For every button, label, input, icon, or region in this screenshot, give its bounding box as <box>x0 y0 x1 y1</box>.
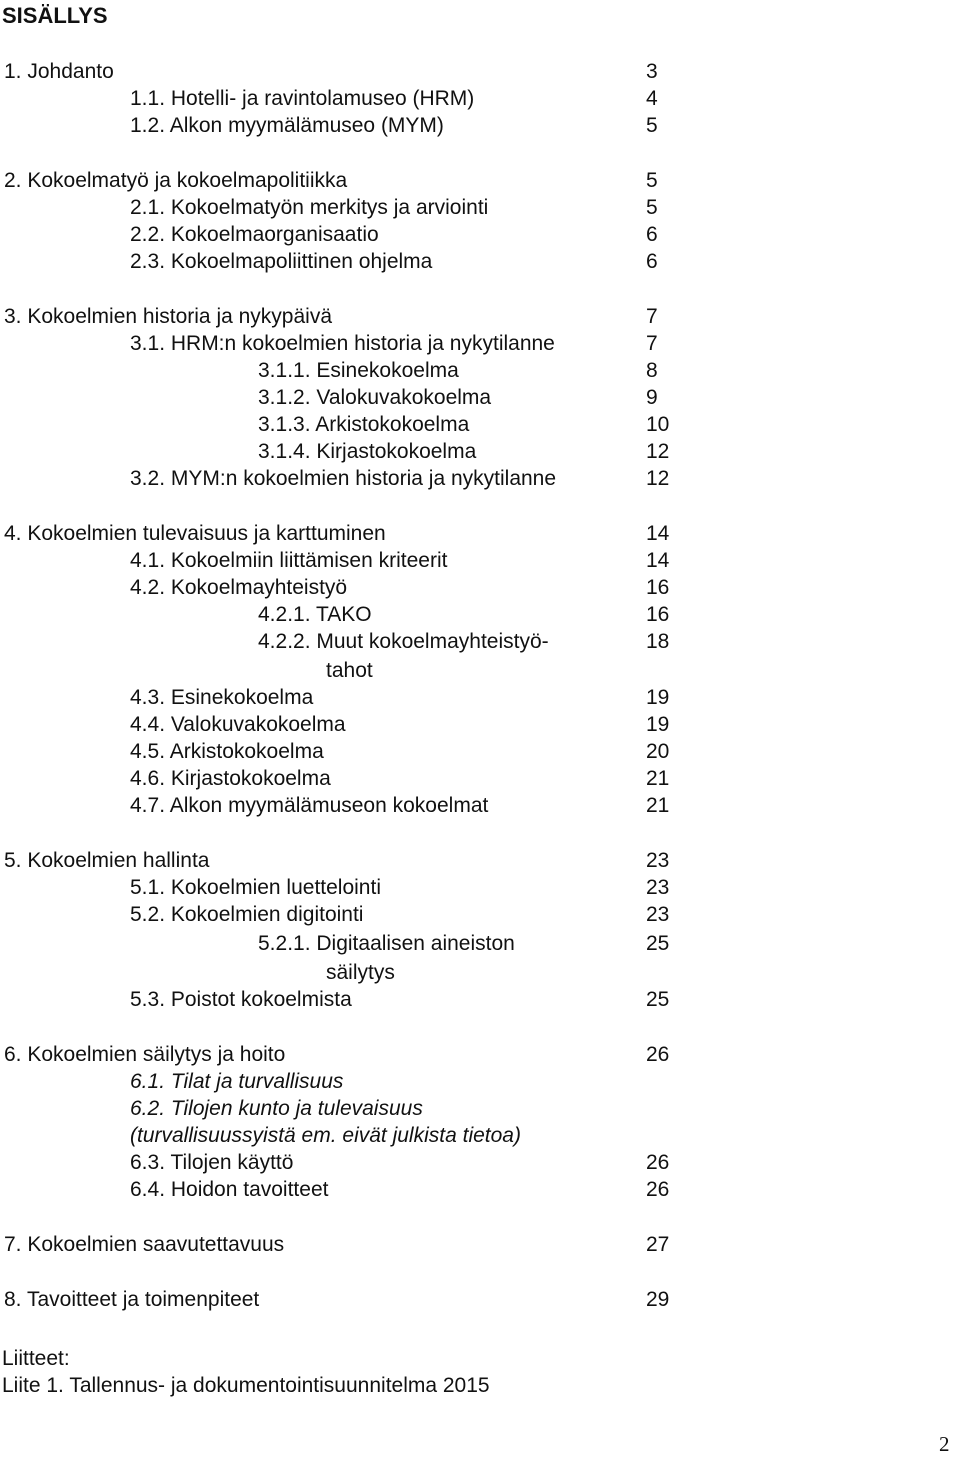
toc-entry <box>0 1231 960 1258</box>
toc-entry-page-number: 9 <box>646 386 658 409</box>
toc-entry-page-number: 26 <box>646 1151 670 1174</box>
toc-entry-title: 4. Kokoelmien tulevaisuus ja karttuminen <box>4 522 386 545</box>
toc-entry <box>0 959 960 986</box>
toc-entry <box>0 438 960 465</box>
toc-entry <box>0 411 960 438</box>
toc-entry-title: 8. Tavoitteet ja toimenpiteet <box>4 1288 260 1311</box>
toc-entry-page-number: 25 <box>646 988 670 1011</box>
toc-entry-page-number: 14 <box>646 522 670 545</box>
toc-entry-page-number: 16 <box>646 603 670 626</box>
toc-entry-page-number: 19 <box>646 713 670 736</box>
toc-entry-page-number: 5 <box>646 114 658 137</box>
toc-entry <box>0 167 960 194</box>
toc-entry-page-number: 4 <box>646 87 658 110</box>
toc-entry-title: 4.2.1. TAKO <box>258 603 372 626</box>
toc-entry-page-number: 7 <box>646 332 658 355</box>
toc-entry-title: 5.2.1. Digitaalisen aineiston <box>258 932 515 955</box>
toc-entry-page-number: 5 <box>646 169 658 192</box>
toc-entry <box>0 194 960 221</box>
toc-entry-title: (turvallisuussyistä em. eivät julkista tietoa) <box>130 1124 521 1147</box>
toc-entry <box>0 738 960 765</box>
toc-entry <box>0 221 960 248</box>
toc-entry-page-number: 10 <box>646 413 670 436</box>
toc-entry-page-number: 7 <box>646 305 658 328</box>
toc-entry-page-number: 25 <box>646 932 670 955</box>
toc-entry-page-number: 23 <box>646 903 670 926</box>
toc-entry-title: 2. Kokoelmatyö ja kokoelmapolitiikka <box>4 169 348 192</box>
toc-entry <box>0 792 960 819</box>
toc-entry-title: 6.2. Tilojen kunto ja tulevaisuus <box>130 1097 423 1120</box>
toc-entry-title: 6.4. Hoidon tavoitteet <box>130 1178 329 1201</box>
toc-entry-page-number: 20 <box>646 740 670 763</box>
toc-entry-page-number: 3 <box>646 60 658 83</box>
toc-entry-title: 3.1.3. Arkistokokoelma <box>258 413 470 436</box>
toc-entry-title: 4.3. Esinekokoelma <box>130 686 314 709</box>
toc-entry <box>0 765 960 792</box>
toc-entry <box>0 465 960 492</box>
toc-entry-title: 4.1. Kokoelmiin liittämisen kriteerit <box>130 549 448 572</box>
toc-entry-title: 3.1.1. Esinekokoelma <box>258 359 459 382</box>
toc-entry-page-number: 16 <box>646 576 670 599</box>
toc-entry-page-number: 8 <box>646 359 658 382</box>
toc-entry-title: 3.1.2. Valokuvakokoelma <box>258 386 492 409</box>
toc-entry-title: 1.2. Alkon myymälämuseo (MYM) <box>130 114 444 137</box>
toc-entry-page-number: 12 <box>646 467 670 490</box>
toc-entry <box>0 384 960 411</box>
toc-entry-title: 6.1. Tilat ja turvallisuus <box>130 1070 344 1093</box>
toc-entry-page-number: 26 <box>646 1043 670 1066</box>
toc-entry-title: 1.1. Hotelli- ja ravintolamuseo (HRM) <box>130 87 475 110</box>
toc-entry-page-number: 19 <box>646 686 670 709</box>
toc-entry <box>0 684 960 711</box>
toc-entry-page-number: 23 <box>646 849 670 872</box>
toc-entry-page-number: 21 <box>646 767 670 790</box>
toc-entry-title: 4.6. Kirjastokokoelma <box>130 767 331 790</box>
toc-entry-title: 2.3. Kokoelmapoliittinen ohjelma <box>130 250 433 273</box>
toc-entry-page-number: 6 <box>646 223 658 246</box>
toc-entry-title: 2.2. Kokoelmaorganisaatio <box>130 223 379 246</box>
appendix-heading: Liitteet: <box>2 1347 70 1370</box>
toc-entry-title: 4.7. Alkon myymälämuseon kokoelmat <box>130 794 489 817</box>
toc-entry-title: 4.5. Arkistokokoelma <box>130 740 324 763</box>
toc-entry <box>0 628 960 655</box>
toc-entry <box>0 1122 960 1149</box>
toc-entry <box>0 1286 960 1313</box>
toc-entry-page-number: 23 <box>646 876 670 899</box>
toc-entry <box>0 657 960 684</box>
toc-entry-page-number: 27 <box>646 1233 670 1256</box>
toc-entry-title: säilytys <box>326 961 395 984</box>
toc-entry <box>0 330 960 357</box>
toc-entry-title: 3.1. HRM:n kokoelmien historia ja nykytilanne <box>130 332 555 355</box>
toc-entry-page-number: 21 <box>646 794 670 817</box>
toc-entry-page-number: 26 <box>646 1178 670 1201</box>
toc-entry <box>0 357 960 384</box>
toc-entry <box>0 574 960 601</box>
toc-entry <box>0 847 960 874</box>
toc-entry <box>0 85 960 112</box>
toc-entry <box>0 901 960 928</box>
toc-entry <box>0 986 960 1013</box>
toc-entry <box>0 112 960 139</box>
toc-entry <box>0 1068 960 1095</box>
toc-entry-title: 6.3. Tilojen käyttö <box>130 1151 294 1174</box>
toc-entry-title: 5. Kokoelmien hallinta <box>4 849 210 872</box>
toc-entry <box>0 1149 960 1176</box>
toc-entry <box>0 1176 960 1203</box>
toc-entry-page-number: 18 <box>646 630 670 653</box>
toc-entry-title: 4.2. Kokoelmayhteistyö <box>130 576 348 599</box>
toc-entry-title: 2.1. Kokoelmatyön merkitys ja arviointi <box>130 196 489 219</box>
toc-entry-page-number: 5 <box>646 196 658 219</box>
toc-entry-title: 3. Kokoelmien historia ja nykypäivä <box>4 305 333 328</box>
toc-entry-title: 6. Kokoelmien säilytys ja hoito <box>4 1043 286 1066</box>
toc-entry-title: 5.3. Poistot kokoelmista <box>130 988 352 1011</box>
toc-entry-title: 7. Kokoelmien saavutettavuus <box>4 1233 285 1256</box>
toc-entry <box>0 303 960 330</box>
toc-entry-page-number: 14 <box>646 549 670 572</box>
page-number: 2 <box>939 1432 950 1456</box>
toc-entry-title: 3.1.4. Kirjastokokoelma <box>258 440 477 463</box>
toc-entry <box>0 711 960 738</box>
toc-entry <box>0 520 960 547</box>
toc-entry <box>0 930 960 957</box>
toc-entry-title: 4.2.2. Muut kokoelmayhteistyö- <box>258 630 549 653</box>
toc-entry-page-number: 12 <box>646 440 670 463</box>
toc-entry-title: 3.2. MYM:n kokoelmien historia ja nykytilanne <box>130 467 557 490</box>
page-title: SISÄLLYS <box>2 3 108 28</box>
toc-entry <box>0 547 960 574</box>
toc-entry-title: tahot <box>326 659 373 682</box>
toc-entry-page-number: 29 <box>646 1288 670 1311</box>
toc-entry <box>0 1041 960 1068</box>
toc-entry <box>0 248 960 275</box>
toc-entry-title: 4.4. Valokuvakokoelma <box>130 713 346 736</box>
toc-entry <box>0 1095 960 1122</box>
toc-entry-title: 5.2. Kokoelmien digitointi <box>130 903 364 926</box>
toc-entry <box>0 58 960 85</box>
toc-entry-page-number: 6 <box>646 250 658 273</box>
toc-entry-title: 5.1. Kokoelmien luettelointi <box>130 876 381 899</box>
toc-entry <box>0 874 960 901</box>
toc-entry <box>0 601 960 628</box>
appendix-item: Liite 1. Tallennus- ja dokumentointisuunnitelma 2015 <box>2 1374 490 1397</box>
toc-entry-title: 1. Johdanto <box>4 60 114 83</box>
